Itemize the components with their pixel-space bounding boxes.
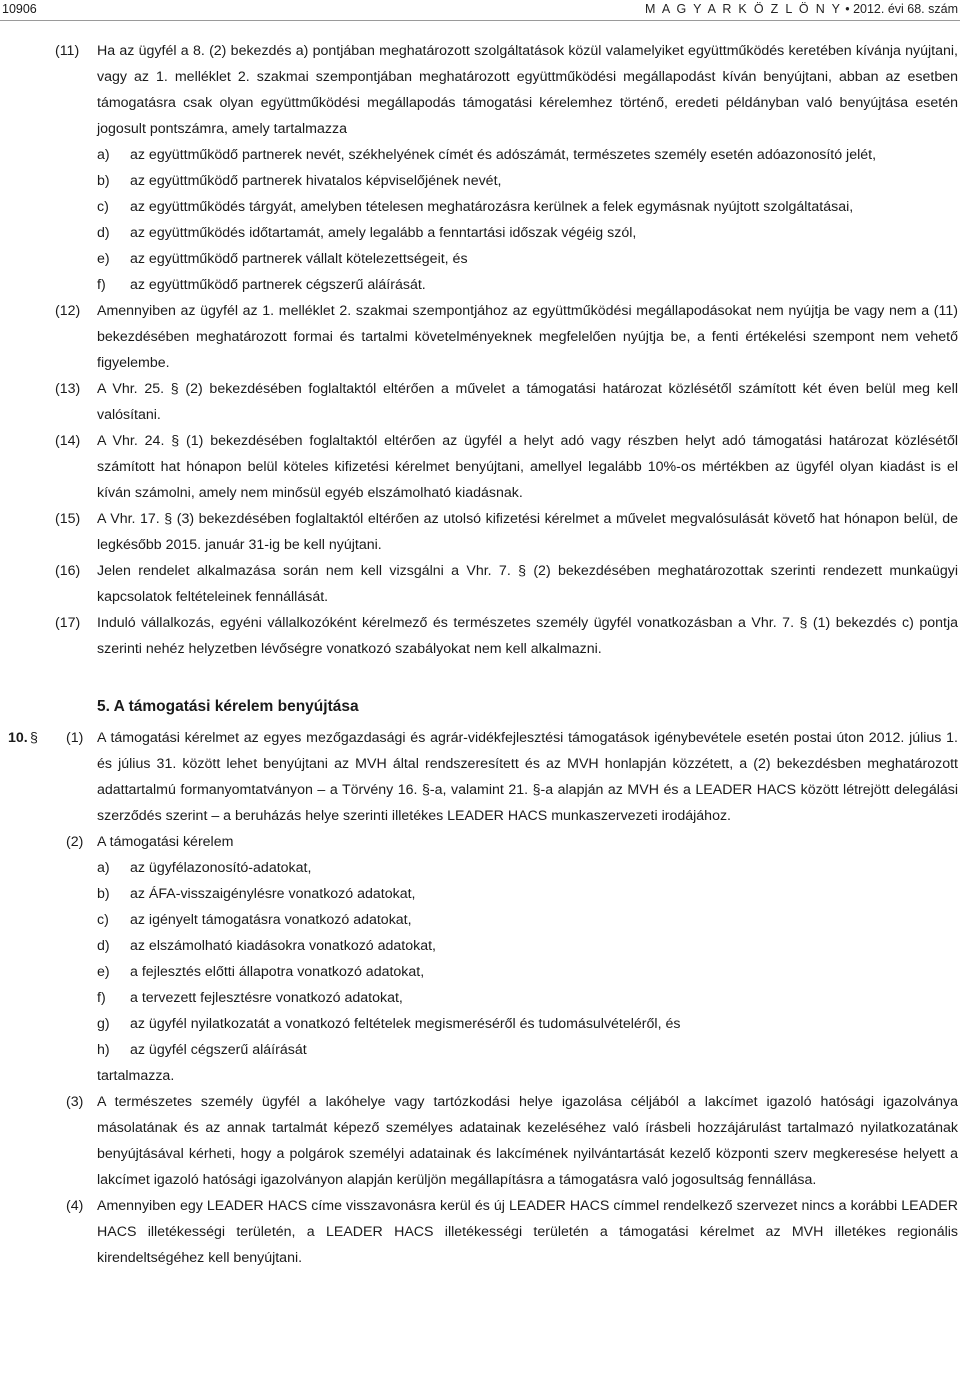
list-item — [0, 1037, 960, 1063]
item-letter: b) — [97, 173, 110, 189]
list-item — [0, 168, 960, 194]
paragraph-number: (11) — [55, 43, 80, 59]
item-letter: a) — [97, 147, 110, 163]
item-text: a tervezett fejlesztésre vonatkozó adatokat, — [130, 990, 403, 1006]
list-item — [0, 246, 960, 272]
list-item — [0, 985, 960, 1011]
list-item — [0, 1011, 960, 1037]
separator-bullet: • — [845, 2, 850, 16]
paragraph-number: (4) — [66, 1198, 84, 1214]
paragraph-17 — [0, 610, 960, 662]
paragraph-text: A támogatási kérelem — [97, 834, 234, 850]
item-letter: f) — [97, 990, 106, 1006]
paragraph-12 — [0, 298, 960, 376]
paragraph-11 — [0, 38, 960, 142]
journal-name: M A G Y A R K Ö Z L Ö N Y — [645, 2, 842, 16]
paragraph-number: (1) — [66, 730, 84, 746]
list-item — [0, 220, 960, 246]
paragraph-text: A természetes személy ügyfél a lakóhelye vagy tartózkodási helye igazolása céljából a lakcímet igazoló hatósági igazolványa másolatának és az annak tartalmát képező személyes adatainak kezeléséhez való írásbeli hozzájárulást tartalmazó nyilatkozatának benyújtásával kérheti, hogy a polgárok személyi adatainak és lakcímének nyilvántartását kezelő központi szerv megkeresése helyett a lakcímet igazoló hatósági igazolványon alapján kerüljön megállapításra a támogatásra való jogosultság fennállása. — [97, 1094, 958, 1188]
item-text: az együttműködés időtartamát, amely legalább a fenntartási időszak végéig szól, — [130, 225, 637, 241]
item-text: az együttműködő partnerek cégszerű aláírását. — [130, 277, 426, 293]
paragraph-number: (3) — [66, 1094, 84, 1110]
section-10-paragraph-4 — [0, 1193, 960, 1271]
list-item — [0, 933, 960, 959]
item-text: a fejlesztés előtti állapotra vonatkozó adatokat, — [130, 964, 425, 980]
item-letter: b) — [97, 886, 110, 902]
section-10-paragraph-3 — [0, 1089, 960, 1193]
item-letter: c) — [97, 912, 109, 928]
item-text: az együttműködő partnerek nevét, székhelyének címét és adószámát, természetes személy esetén adóazonosító jelét, — [130, 147, 877, 163]
list-item — [0, 959, 960, 985]
section-number: 10. — [8, 730, 28, 746]
paragraph-number: (16) — [55, 563, 81, 579]
paragraph-text: Induló vállalkozás, egyéni vállalkozóként kérelmező és természetes személy ügyfél vonatkozásban a Vhr. 7. § (1) bekezdés c) pontja szerinti nehéz helyzetben lévőségre vonatkozó szabályokat nem kell alkalmazni. — [97, 615, 958, 657]
paragraph-number: (13) — [55, 381, 81, 397]
item-letter: d) — [97, 938, 110, 954]
item-text: az elszámolható kiadásokra vonatkozó adatokat, — [130, 938, 437, 954]
item-letter: e) — [97, 964, 110, 980]
list-item — [0, 881, 960, 907]
item-text: az együttműködés tárgyát, amelyben tételesen meghatározásra kerülnek a felek egymásnak nyújtott szolgáltatásai, — [130, 199, 854, 215]
page-number: 10906 — [2, 2, 37, 16]
paragraph-number: (17) — [55, 615, 81, 631]
item-text: az együttműködő partnerek hivatalos képviselőjének nevét, — [130, 173, 502, 189]
page-header — [0, 0, 960, 22]
list-item — [0, 907, 960, 933]
list-item — [0, 194, 960, 220]
section-mark: § — [30, 730, 38, 746]
paragraph-number: (15) — [55, 511, 81, 527]
list-item — [0, 855, 960, 881]
paragraph-text: Amennyiben az ügyfél az 1. melléklet 2. szakmai szempontjához az együttműködési megállapodásokat nem nyújtja be vagy nem a (11) bekezdésében meghatározott formai és tartalmi követelményeknek megfelelően nyújtja be, a fenti értékelési szempont nem vehető figyelembe. — [97, 303, 958, 371]
item-letter: g) — [97, 1016, 110, 1032]
issue-label: 2012. évi 68. szám — [853, 2, 958, 16]
paragraph-text: A Vhr. 25. § (2) bekezdésében foglaltaktól eltérően a művelet a támogatási határozat közlésétől számított két éven belül meg kell valósítani. — [97, 381, 958, 423]
document-body — [0, 38, 960, 1271]
item-letter: f) — [97, 277, 106, 293]
item-letter: c) — [97, 199, 109, 215]
item-letter: e) — [97, 251, 110, 267]
paragraph-14 — [0, 428, 960, 506]
paragraph-13 — [0, 376, 960, 428]
item-text: az ügyfélazonosító-adatokat, — [130, 860, 312, 876]
paragraph-text: A támogatási kérelmet az egyes mezőgazdasági és agrár-vidékfejlesztési támogatások igénybevétele esetén postai úton 2012. július 1. és július 31. között lehet benyújtani az MVH által rendszeresített és az MVH honlapján közzétett, a (2) bekezdésben meghatározott adattartalmú formanyomtatványon – a Törvény 16. §-a, valamint 21. §-a alapján az MVH és a LEADER HACS között létrejött delegálási szerződés szerint – a beruházás helye szerinti illetékes LEADER HACS munkaszervezeti irodájához. — [97, 730, 958, 824]
item-text: az ügyfél nyilatkozatát a vonatkozó feltételek megismeréséről és tudomásulvételéről, és — [130, 1016, 681, 1032]
paragraph-15 — [0, 506, 960, 558]
item-text: az együttműködő partnerek vállalt kötelezettségeit, és — [130, 251, 468, 267]
item-letter: a) — [97, 860, 110, 876]
item-letter: d) — [97, 225, 110, 241]
section-10-paragraph-2 — [0, 829, 960, 855]
paragraph-number: (12) — [55, 303, 81, 319]
section-10-paragraph-1 — [0, 725, 960, 829]
header-rule — [0, 20, 960, 21]
item-text: az ügyfél cégszerű aláírását — [130, 1042, 307, 1058]
item-letter: h) — [97, 1042, 110, 1058]
paragraph-text: A Vhr. 24. § (1) bekezdésében foglaltaktól eltérően az ügyfél a helyt adó vagy részben helyt adó támogatási határozat közlésétől számított hat hónapon belül köteles kifizetési kérelmet benyújtani, amellyel legalább 10%-os mértékben az ügyfél olyan kiadást is el kíván számolni, amely nem minősül egyéb elszámolható kiadásnak. — [97, 433, 958, 501]
paragraph-text: Jelen rendelet alkalmazása során nem kell vizsgálni a Vhr. 7. § (2) bekezdésében meghatározottak szerinti rendezett munkaügyi kapcsolatok feltételeinek fennállását. — [97, 563, 958, 605]
paragraph-text: Ha az ügyfél a 8. (2) bekezdés a) pontjában meghatározott szolgáltatások közül valamelyiket együttműködés keretében kívánja nyújtani, vagy az 1. melléklet 2. szakmai szempontjában meghatározott együttműködési megállapodást kíván benyújtani, abban az esetben támogatásra csak olyan együttműködési megállapodás támogatási kérelemhez történő, eredeti példányban való benyújtása esetén jogosult pontszámra, amely tartalmazza — [97, 43, 958, 137]
section-heading: 5. A támogatási kérelem benyújtása — [97, 698, 359, 715]
paragraph-16 — [0, 558, 960, 610]
list-closing-text: tartalmazza. — [97, 1068, 175, 1084]
list-item — [0, 272, 960, 298]
paragraph-text: Amennyiben egy LEADER HACS címe visszavonásra kerül és új LEADER HACS címmel rendelkező szervezet nincs a korábbi LEADER HACS illetékességi területén, a LEADER HACS illetékességi területén a támogatási kérelmet az MVH illetékes regionális kirendeltségéhez kell benyújtani. — [97, 1198, 958, 1266]
journal-title — [645, 2, 958, 16]
paragraph-number: (14) — [55, 433, 81, 449]
paragraph-text: A Vhr. 17. § (3) bekezdésében foglaltaktól eltérően az utolsó kifizetési kérelmet a művelet megvalósulását követő hat hónapon belül, de legkésőbb 2015. január 31-ig be kell nyújtani. — [97, 511, 958, 553]
list-item — [0, 142, 960, 168]
item-text: az ÁFA-visszaigénylésre vonatkozó adatokat, — [130, 886, 416, 902]
item-text: az igényelt támogatásra vonatkozó adatokat, — [130, 912, 412, 928]
paragraph-number: (2) — [66, 834, 84, 850]
